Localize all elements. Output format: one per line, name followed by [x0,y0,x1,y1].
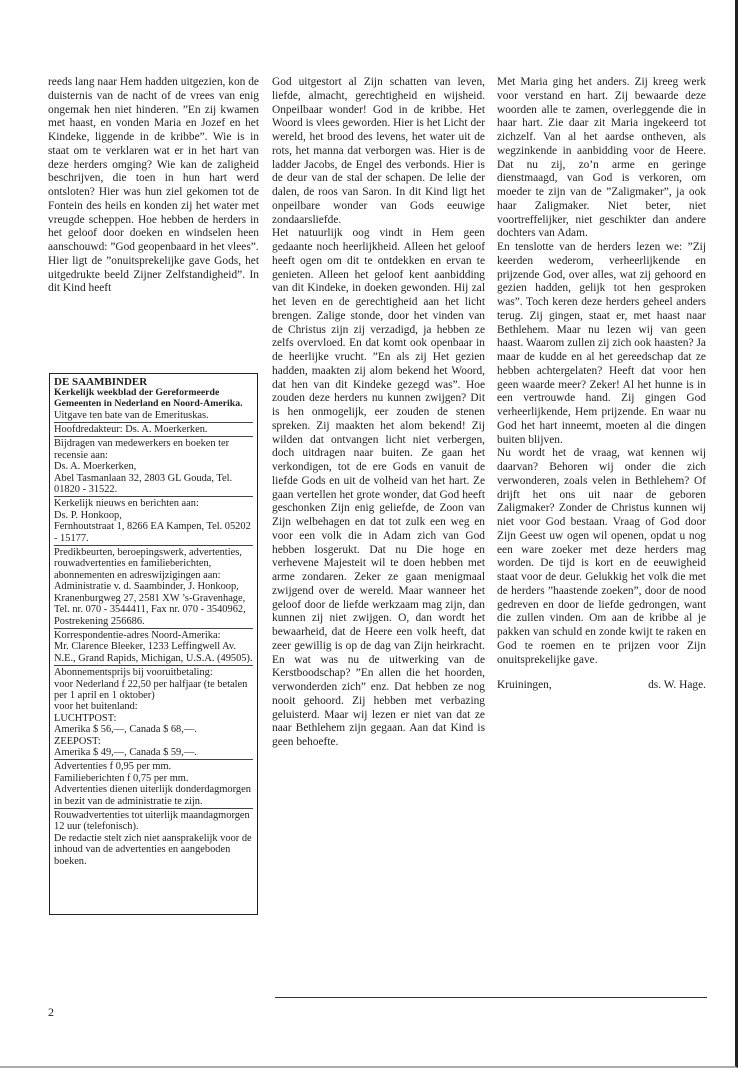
divider [54,808,253,809]
colophon-line: Bijdragen van medewerkers en boeken ter recensie aan: [54,438,230,461]
divider [54,545,253,546]
colophon-line: Ds. A. Moerkerken, [54,461,137,473]
paragraph: God uitgestort al Zijn schatten van leven, liefde, almacht, gerechtigheid en wijsheid. Onpeilbaar wonder! God in de kribbe. Het Woord is vlees geworden. Hier is het Licht der wereld, het brood des levens, het water uit de rots, het manna dat verborgen was. Hier is de ladder Jacobs, de Engel des verbonds. Hier is de deur van de stal der schapen. De lelie der dalen, de roos van Saron. In dit Kind ligt het onpeilbare wonder van Gods eeuwige zondaarsliefde. [272,76,485,226]
colophon-line: Amerika $ 56,—, Canada $ 68,—. [54,724,197,736]
paragraph: Het natuurlijk oog vindt in Hem geen gedaante noch heerlijkheid. Alleen het geloof heeft ogen om dit te ontdekken en ervan te genieten. Alleen het geloof kent aanbidding van dit Kindeke, in doeken gewonden. Hij zal het leven en de gerechtigheid aan het licht brengen. Zalige stonde, door het vinden van de Christus zijn zij verzadigd, ja hebben ze zelfs overvloed. En dat komt ook openbaar in de heerlijke vrucht. ”En als zij Het gezien hadden, maakten zij alom bekend het Woord, dat hen van dit Kindeke gezegd was”. Hoe zouden deze herders nu kunnen zwijgen? Dit is hen onmogelijk, eer zouden de stenen spreken. Zij maakten het alom bekend! Zij wilden dat ontvangen licht niet verbergen, doch uitdragen naar buiten. Ze gaan het verkondigen, tot de ere Gods en vanuit de liefde Gods en uit de volheid van het hart. Ze gaan vertellen het grote wonder, dat God heeft geschonken Zijn enig geliefde, de Zoon van Zijn welbehagen en dat tot zulk een weg en voor een volk die in Adam zich van God hebben losgerukt. Dat nu Die hoge en verhevene Majesteit wil te doen hebben met arme zondaren. Zeker ze gaan menigmaal zwijgend over de wereld. Maar wanneer het geloof door de liefde werkzaam mag zijn, dan kunnen zij niet zwijgen. O, dan wordt het bewaarheid, dat de Heere een volk heeft, dat zeer gewillig is op de dag van Zijn heirkracht. En wat was nu de uitwerking van de Kerstboodschap? ”En allen die het hoorden, verwonderden zich” enz. Dat hebben ze nog nooit gehoord. Zij hebben met verbazing geluisterd. Maar wij lezen er niet van dat ze naar Bethlehem zijn gegaan. Aan dat Kind is geen behoefte. [272,227,485,748]
divider [54,436,253,437]
colophon-line: Amerika $ 49,—, Canada $ 59,—. [54,746,197,758]
colophon-line: Hoofdredakteur: Ds. A. Moerkerken. [54,424,208,435]
colophon-line: Abel Tasmanlaan 32, 2803 GL Gouda, Tel. 01820 - 31522. [54,472,233,496]
article-column-3 [497,76,706,693]
colophon-line: Uitgave ten bate van de Emerituskas. [54,409,209,421]
article-column-2 [272,76,485,750]
paragraph: Met Maria ging het anders. Zij kreeg werk voor verstand en hart. Zij bewaarde deze woorden alle te zamen, overleggende die in haar hart. Zie daar zit Maria ingekeerd tot zichzelf. Van al het aardse ontheven, als wegzinkende in aanbidding voor de Heere. Dat nu zij, zo’n arme en geringe dienstmaagd, van God is verkoren, om moeder te zijn van de ”Zaligmaker”, ja ook haar Zaligmaker. Niet beter, niet voortreffelijker, niet geschikter dan andere dochters van Adam. [497,76,706,240]
colophon-line: voor Nederland f 22,50 per halfjaar (te betalen per 1 april en 1 oktober) [54,678,248,701]
colophon-line: Kerkelijk nieuws en berichten aan: [54,498,199,510]
colophon-line: Ds. P. Honkoop, [54,509,122,521]
colophon-box [49,373,258,915]
signature-author: ds. W. Hage. [648,679,706,692]
signature-place: Kruiningen, [497,679,552,692]
paragraph: Nu wordt het de vraag, wat kennen wij daarvan? Behoren wij onder die zich verwonderen, zoals velen in Bethlehem? Of drijft het ons uit naar de geboren Zaligmaker? Zonder de Christus kunnen wij niet voor God bestaan. Vraag of God door Zijn Geest uw ogen wil openen, opdat u nog een ware zoeker met deze herders mag worden. De tijd is kort en de eeuwigheid staat voor de deur. Gelukkig het volk die met de herders ”haastende zoeken”, door de nood gedreven en door de liefde gedrongen, want die zullen vinden. Om aan de kribbe al je pakken van schuld en zonde kwijt te raken en God te roemen en te prijzen voor Zijn onuitsprekelijke gave. [497,447,706,666]
colophon-line: voor het buitenland: [54,701,138,713]
colophon-line: Advertenties f 0,95 per mm. [54,761,172,773]
colophon-line: Rouwadvertenties tot uiterlijk maandagmorgen 12 uur (telefonisch). [54,810,250,833]
colophon-line: ZEEPOST: [54,735,101,747]
colophon-line: LUCHTPOST: [54,712,117,724]
paragraph: En tenslotte van de herders lezen we: ”Zij keerden wederom, verheerlijkende en prijzende God, over alles, wat zij gehoord en gezien hadden, gelijk tot hen gesproken was”. Toch keren deze herders geheel anders terug. Zij gingen, staat er, met haast naar Bethlehem. Maar nu lezen wij van geen haast. Waarom zullen zij zich ook haasten? Ja maar de kudde en al het gereedschap dat ze hebben achtergelaten? Heeft dat voor hen geen waarde meer? Zeker! Al het hunne is in een vertrouwde hand. Zij gingen God verheerlijkende, Hem prijzende. En waar nu God het hart inneemt, moeten al die dingen buiten blijven. [497,241,706,446]
colophon-line: Predikbeurten, beroepingswerk, advertenties, rouwadvertenties en familieberichten, abonnementen en adreswijzigingen aan: [54,547,242,581]
divider [54,665,253,666]
colophon-line: Abonnementsprijs bij vooruitbetaling: [54,667,213,679]
paragraph: reeds lang naar Hem hadden uitgezien, kon de duisternis van de nacht of de vrees van enig ongemak hen niet hinderen. ”En zij kwamen met haast, en vonden Maria en Jozef en het Kindeke, liggende in de kribbe”. Wie is in staat om te verklaren wat er in het hart van deze herders omging? Wie kan de zaligheid beschrijven, die toen in hun hart werd ontsloten? Hier was hun ziel gekomen tot de Fontein des heils en konden zij het water met vreugde scheppen. Hoe hebben de herders in het geloof door doeken en windselen heen aanschouwd: ”God geopenbaard in het vlees”. [48,76,259,253]
colophon-subtitle: Kerkelijk weekblad der Gereformeerde Gemeenten in Nederland en Noord-Amerika. [54,387,243,409]
divider [54,628,253,629]
colophon-line: Administratie v. d. Saambinder, J. Honkoop, Kranenburgweg 27, 2581 XW ’s-Gravenhage, Tel. nr. 070 - 3544411, Fax nr. 070 - 3540962, Postrekening 256686. [54,581,246,627]
colophon-line: De redactie stelt zich niet aansprakelijk voor de inhoud van de advertenties en aangeboden boeken. [54,832,252,867]
colophon-line: Fernhoutstraat 1, 8266 EA Kampen, Tel. 05202 - 15177. [54,521,251,544]
article-column-1 [48,76,259,296]
paragraph: Hier ligt de ”onuitsprekelijke gave Gods, het uitgedrukte beeld Zijner Zelfstandigheid”. In dit Kind heeft [48,254,259,295]
footer-rule [275,997,707,998]
colophon-line: Familieberichten f 0,75 per mm. [54,772,189,784]
page-number: 2 [48,1005,54,1019]
colophon-title: DE SAAMBINDER [54,376,148,388]
colophon-line: Mr. Clarence Bleeker, 1233 Leffingwell Av. N.E., Grand Rapids, Michigan, U.S.A. (49505). [54,641,253,664]
divider [54,422,253,423]
signature [497,679,706,693]
colophon-line: Advertenties dienen uiterlijk donderdagmorgen in bezit van de administratie te zijn. [54,784,251,807]
colophon-line: Korrespondentie-adres Noord-Amerika: [54,629,221,641]
divider [54,496,253,497]
divider [54,759,253,760]
